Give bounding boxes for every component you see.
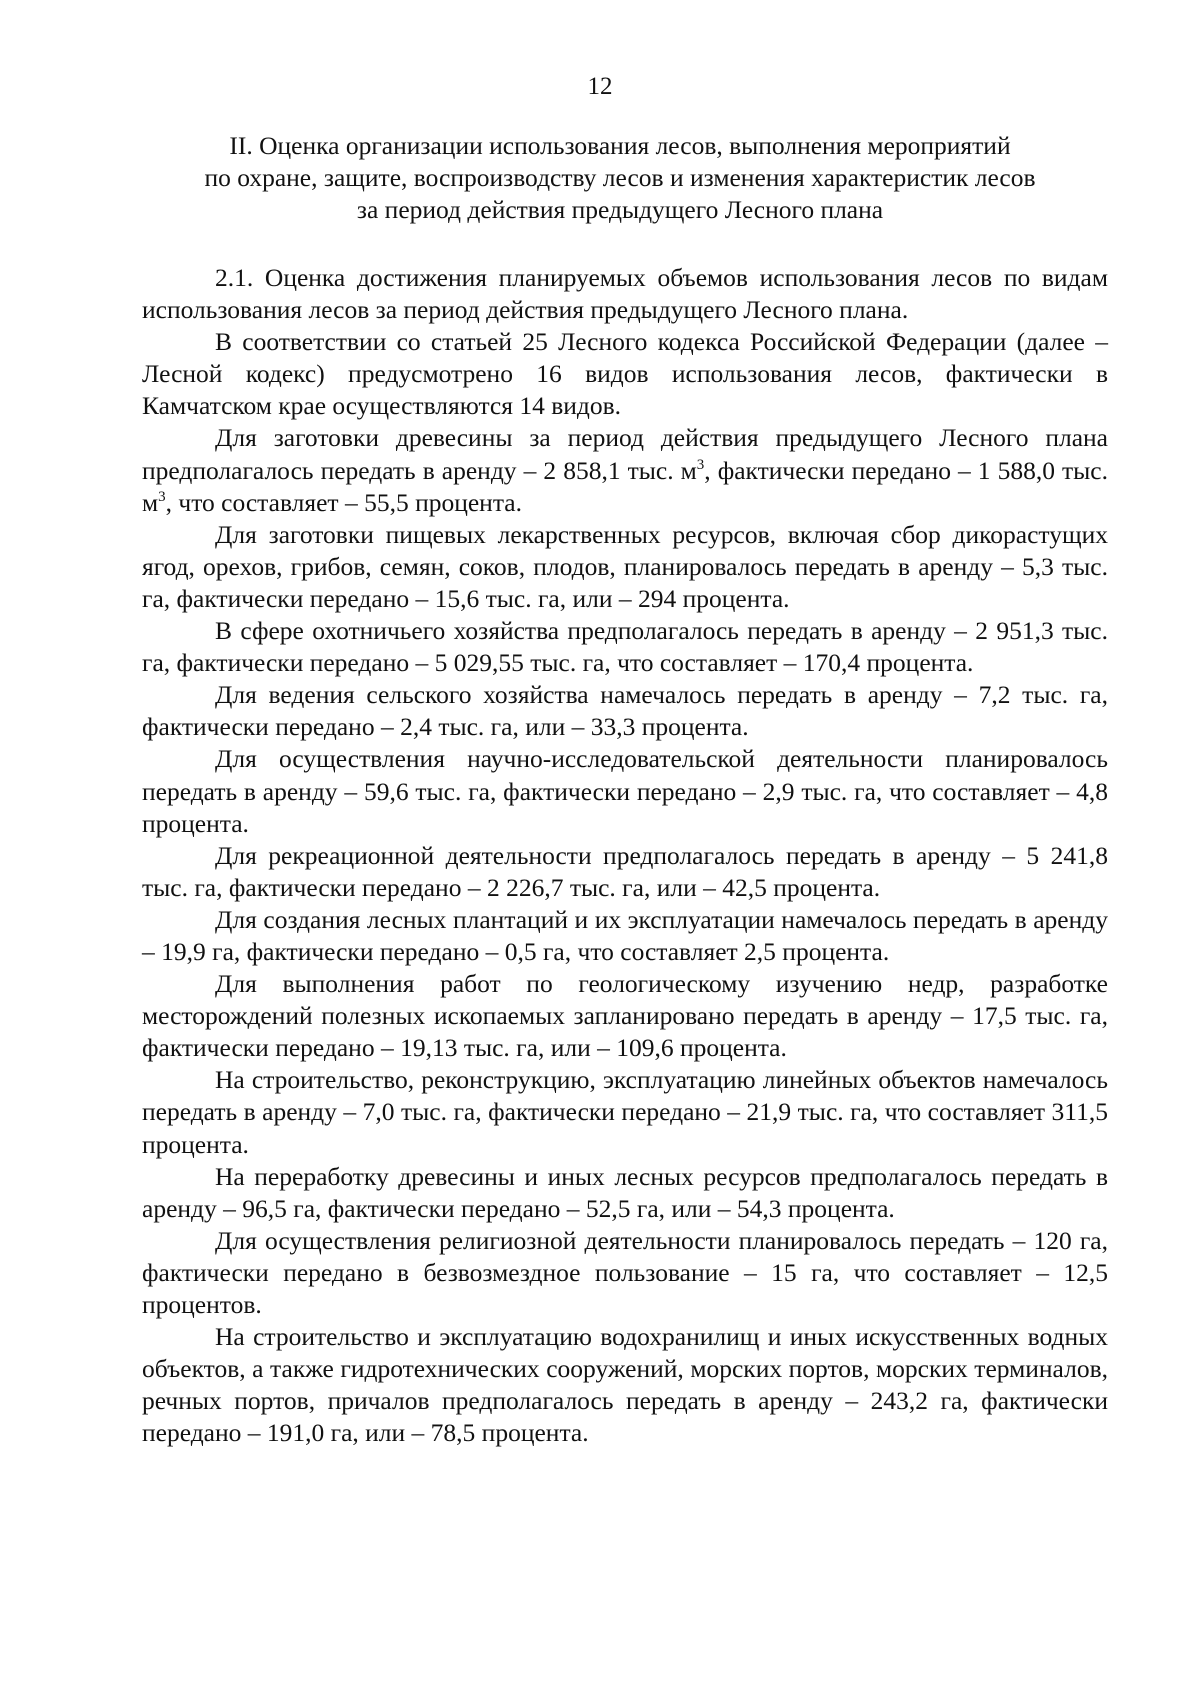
paragraph-religious-activity: Для осуществления религиозной деятельности планировалось передать – 120 га, фактически передано в безвозмездное пользование – 15 га, что составляет – 12,5 процентов. (142, 1225, 1108, 1319)
timber-text-part-2: , фактически передано – 1 588,0 тыс. м (142, 455, 1108, 517)
paragraph-research: Для осуществления научно-исследовательской деятельности планировалось передать в аренду – 59,6 тыс. га, фактически передано – 2,9 тыс. га, что составляет – 4,8 процента. (142, 744, 1108, 838)
paragraph-wood-processing: На переработку древесины и иных лесных ресурсов предполагалось передать в аренду – 96,5 га, фактически передано – 52,5 га, или – 54,3 процента. (142, 1161, 1108, 1223)
paragraph-reservoirs: На строительство и эксплуатацию водохранилищ и иных искусственных водных объектов, а также гидротехнических сооружений, морских портов, морских терминалов, речных портов, причалов предполагалось передать в аренду – 243,2 га, фактически передано – 191,0 га, или – 78,5 процента. (142, 1322, 1108, 1448)
paragraph-agriculture: Для ведения сельского хозяйства намечалось передать в аренду – 7,2 тыс. га, фактически передано – 2,4 тыс. га, или – 33,3 процента. (142, 680, 1108, 742)
section-title-line-1: II. Оценка организации использования лесов, выполнения мероприятий (229, 131, 1011, 160)
section-title-line-2: по охране, защите, воспроизводству лесов и изменения характеристик лесов (204, 163, 1036, 192)
timber-text-part-3: , что составляет – 55,5 процента. (165, 487, 522, 517)
paragraph-subsection-2-1: 2.1. Оценка достижения планируемых объемов использования лесов по видам использования лесов за период действия предыдущего Лесного плана. (142, 263, 1108, 325)
section-title-line-3: за период действия предыдущего Лесного плана (356, 195, 884, 224)
paragraph-timber-harvesting (142, 422, 1108, 518)
paragraph-forest-plantations: Для создания лесных плантаций и их эксплуатации намечалось передать в аренду – 19,9 га, фактически передано – 0,5 га, что составляет 2,5 процента. (142, 904, 1108, 966)
paragraph-food-resources: Для заготовки пищевых лекарственных ресурсов, включая сбор дикорастущих ягод, орехов, грибов, семян, соков, плодов, планировалось передать в аренду – 5,3 тыс. га, фактически передано – 15,6 тыс. га, или – 294 процента. (142, 519, 1108, 613)
body-text (142, 262, 1108, 1449)
page-number: 12 (587, 73, 613, 100)
timber-text-part-1: Для заготовки древесины за период действия предыдущего Лесного плана предполагалось передать в аренду – 2 858,1 тыс. м (142, 423, 1108, 485)
paragraph-recreation: Для рекреационной деятельности предполагалось передать в аренду – 5 241,8 тыс. га, фактически передано – 2 226,7 тыс. га, или – 42,5 процента. (142, 840, 1108, 902)
paragraph-forest-code: В соответствии со статьей 25 Лесного кодекса Российской Федерации (далее – Лесной кодекс) предусмотрено 16 видов использования лесов, фактически в Камчатском крае осуществляются 14 видов. (142, 327, 1108, 421)
section-title (140, 130, 1100, 226)
cubic-superscript-2: 3 (158, 488, 166, 505)
paragraph-hunting: В сфере охотничьего хозяйства предполагалось передать в аренду – 2 951,3 тыс. га, фактически передано – 5 029,55 тыс. га, что составляет – 170,4 процента. (142, 616, 1108, 678)
paragraph-geology: Для выполнения работ по геологическому изучению недр, разработке месторождений полезных ископаемых запланировано передать в аренду – 17,5 тыс. га, фактически передано – 19,13 тыс. га, или – 109,6 процента. (142, 969, 1108, 1063)
cubic-superscript-1: 3 (696, 456, 705, 473)
paragraph-linear-objects: На строительство, реконструкцию, эксплуатацию линейных объектов намечалось передать в аренду – 7,0 тыс. га, фактически передано – 21,9 тыс. га, что составляет 311,5 процента. (142, 1065, 1108, 1159)
